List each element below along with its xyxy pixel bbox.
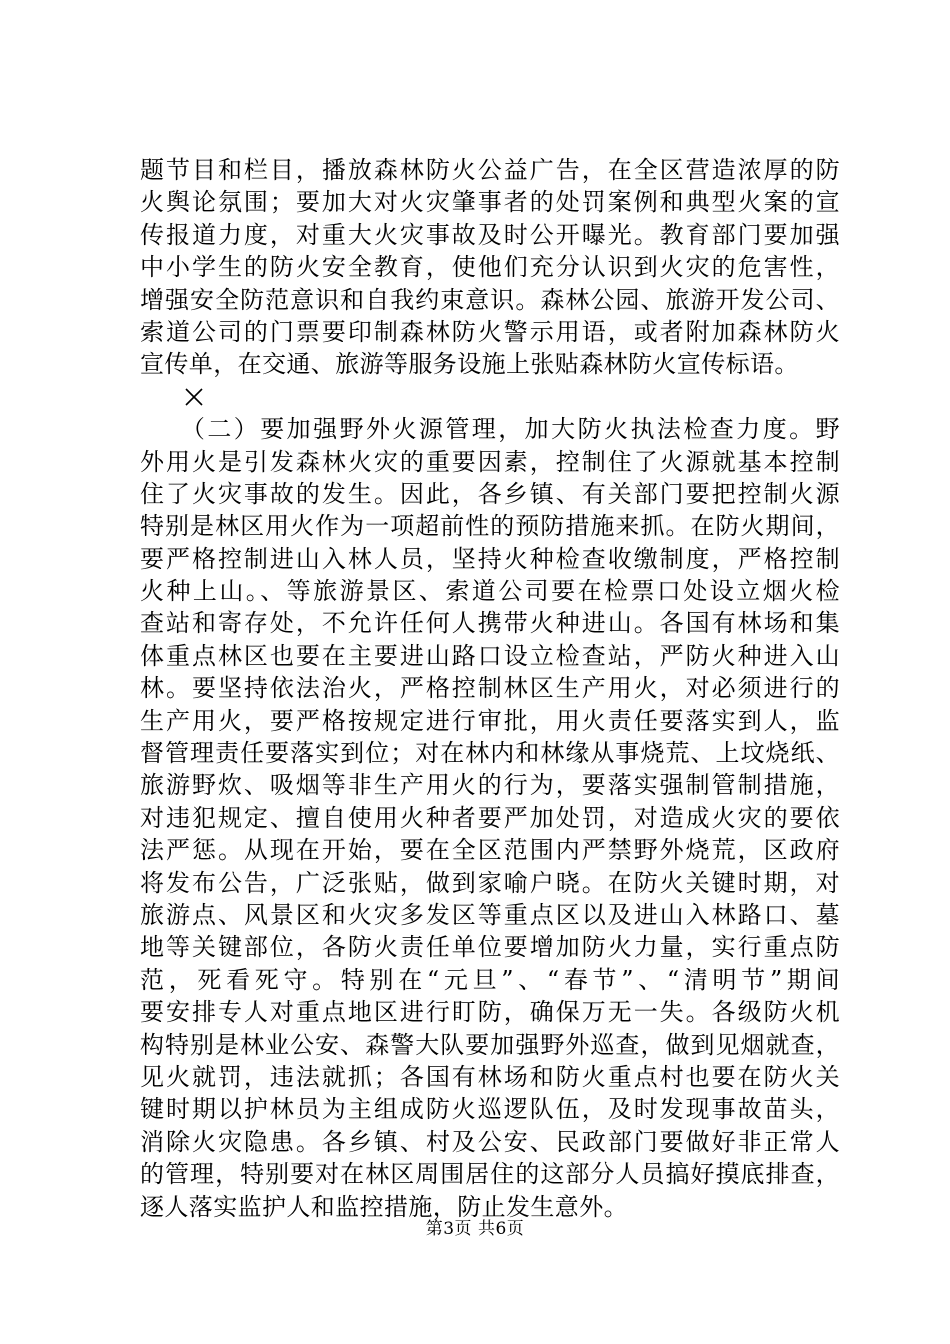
- cross-mark-icon: [184, 387, 204, 407]
- text-line: 外用火是引发森林火灾的重要因素，控制住了火源就基本控制: [140, 447, 840, 476]
- text-line: 构特别是林业公安、森警大队要加强野外巡查，做到见烟就查，: [140, 1030, 840, 1059]
- paragraph-continued: [140, 154, 840, 381]
- text-line: 增强安全防范意识和自我约束意识。森林公园、旅游开发公司、: [140, 285, 840, 314]
- text-line: 对违犯规定、擅自使用火种者要严加处罚，对造成火灾的要依: [140, 803, 840, 832]
- text-line: 传报道力度，对重大火灾事故及时公开曝光。教育部门要加强: [140, 220, 840, 249]
- text-line: 督管理责任要落实到位；对在林内和林缘从事烧荒、上坟烧纸、: [140, 739, 840, 768]
- text-line: 旅游点、风景区和火灾多发区等重点区以及进山入林路口、墓: [140, 900, 840, 929]
- text-line: （二）要加强野外火源管理，加大防火执法检查力度。野: [140, 415, 840, 444]
- text-line: 消除火灾隐患。各乡镇、村及公安、民政部门要做好非正常人: [140, 1127, 840, 1156]
- text-line: 逐人落实监护人和监控措施，防止发生意外。: [140, 1192, 628, 1221]
- text-line: 生产用火，要严格按规定进行审批，用火责任要落实到人，监: [140, 706, 840, 735]
- text-line: 火舆论氛围；要加大对火灾肇事者的处罚案例和典型火案的宣: [140, 188, 840, 217]
- text-line: 旅游野炊、吸烟等非生产用火的行为，要落实强制管制措施，: [140, 771, 840, 800]
- text-line: 火种上山。、等旅游景区、索道公司要在检票口处设立烟火检: [140, 577, 840, 606]
- page-footer: 第3页 共6页: [425, 1219, 525, 1239]
- text-line: 要严格控制进山入林人员，坚持火种检查收缴制度，严格控制: [140, 544, 840, 573]
- text-line: 题节目和栏目，播放森林防火公益广告，在全区营造浓厚的防: [140, 156, 840, 184]
- text-line: 中小学生的防火安全教育，使他们充分认识到火灾的危害性，: [140, 253, 840, 282]
- text-line: 范，死看死守。特别在“元旦”、“春节”、“清明节”期间: [140, 965, 840, 994]
- text-line: 将发布公告，广泛张贴，做到家喻户晓。在防火关键时期，对: [140, 868, 840, 897]
- text-line: 的管理，特别要对在林区周围居住的这部分人员搞好摸底排查，: [140, 1160, 840, 1189]
- text-line: 体重点林区也要在主要进山路口设立检查站，严防火种进入山: [140, 641, 840, 670]
- body-text: [140, 154, 840, 1223]
- text-line: 查站和寄存处，不允许任何人携带火种进山。各国有林场和集: [140, 609, 840, 638]
- text-line: 特别是林区用火作为一项超前性的预防措施来抓。在防火期间，: [140, 512, 840, 541]
- text-line: 要安排专人对重点地区进行盯防，确保万无一失。各级防火机: [140, 998, 840, 1027]
- text-line: 键时期以护林员为主组成防火巡逻队伍，及时发现事故苗头，: [140, 1095, 840, 1124]
- mark-line: [140, 381, 840, 413]
- text-line: 法严惩。从现在开始，要在全区范围内严禁野外烧荒，区政府: [140, 836, 840, 865]
- text-line: 宣传单，在交通、旅游等服务设施上张贴森林防火宣传标语。: [140, 350, 799, 379]
- text-line: 林。要坚持依法治火，严格控制林区生产用火，对必须进行的: [140, 674, 840, 703]
- text-line: 住了火灾事故的发生。因此，各乡镇、有关部门要把控制火源: [140, 479, 840, 508]
- text-line: 索道公司的门票要印制森林防火警示用语，或者附加森林防火: [140, 317, 840, 346]
- text-line: 地等关键部位，各防火责任单位要增加防火力量，实行重点防: [140, 933, 840, 962]
- text-line: 见火就罚，违法就抓；各国有林场和防火重点村也要在防火关: [140, 1062, 840, 1091]
- paragraph-two: [140, 413, 840, 1223]
